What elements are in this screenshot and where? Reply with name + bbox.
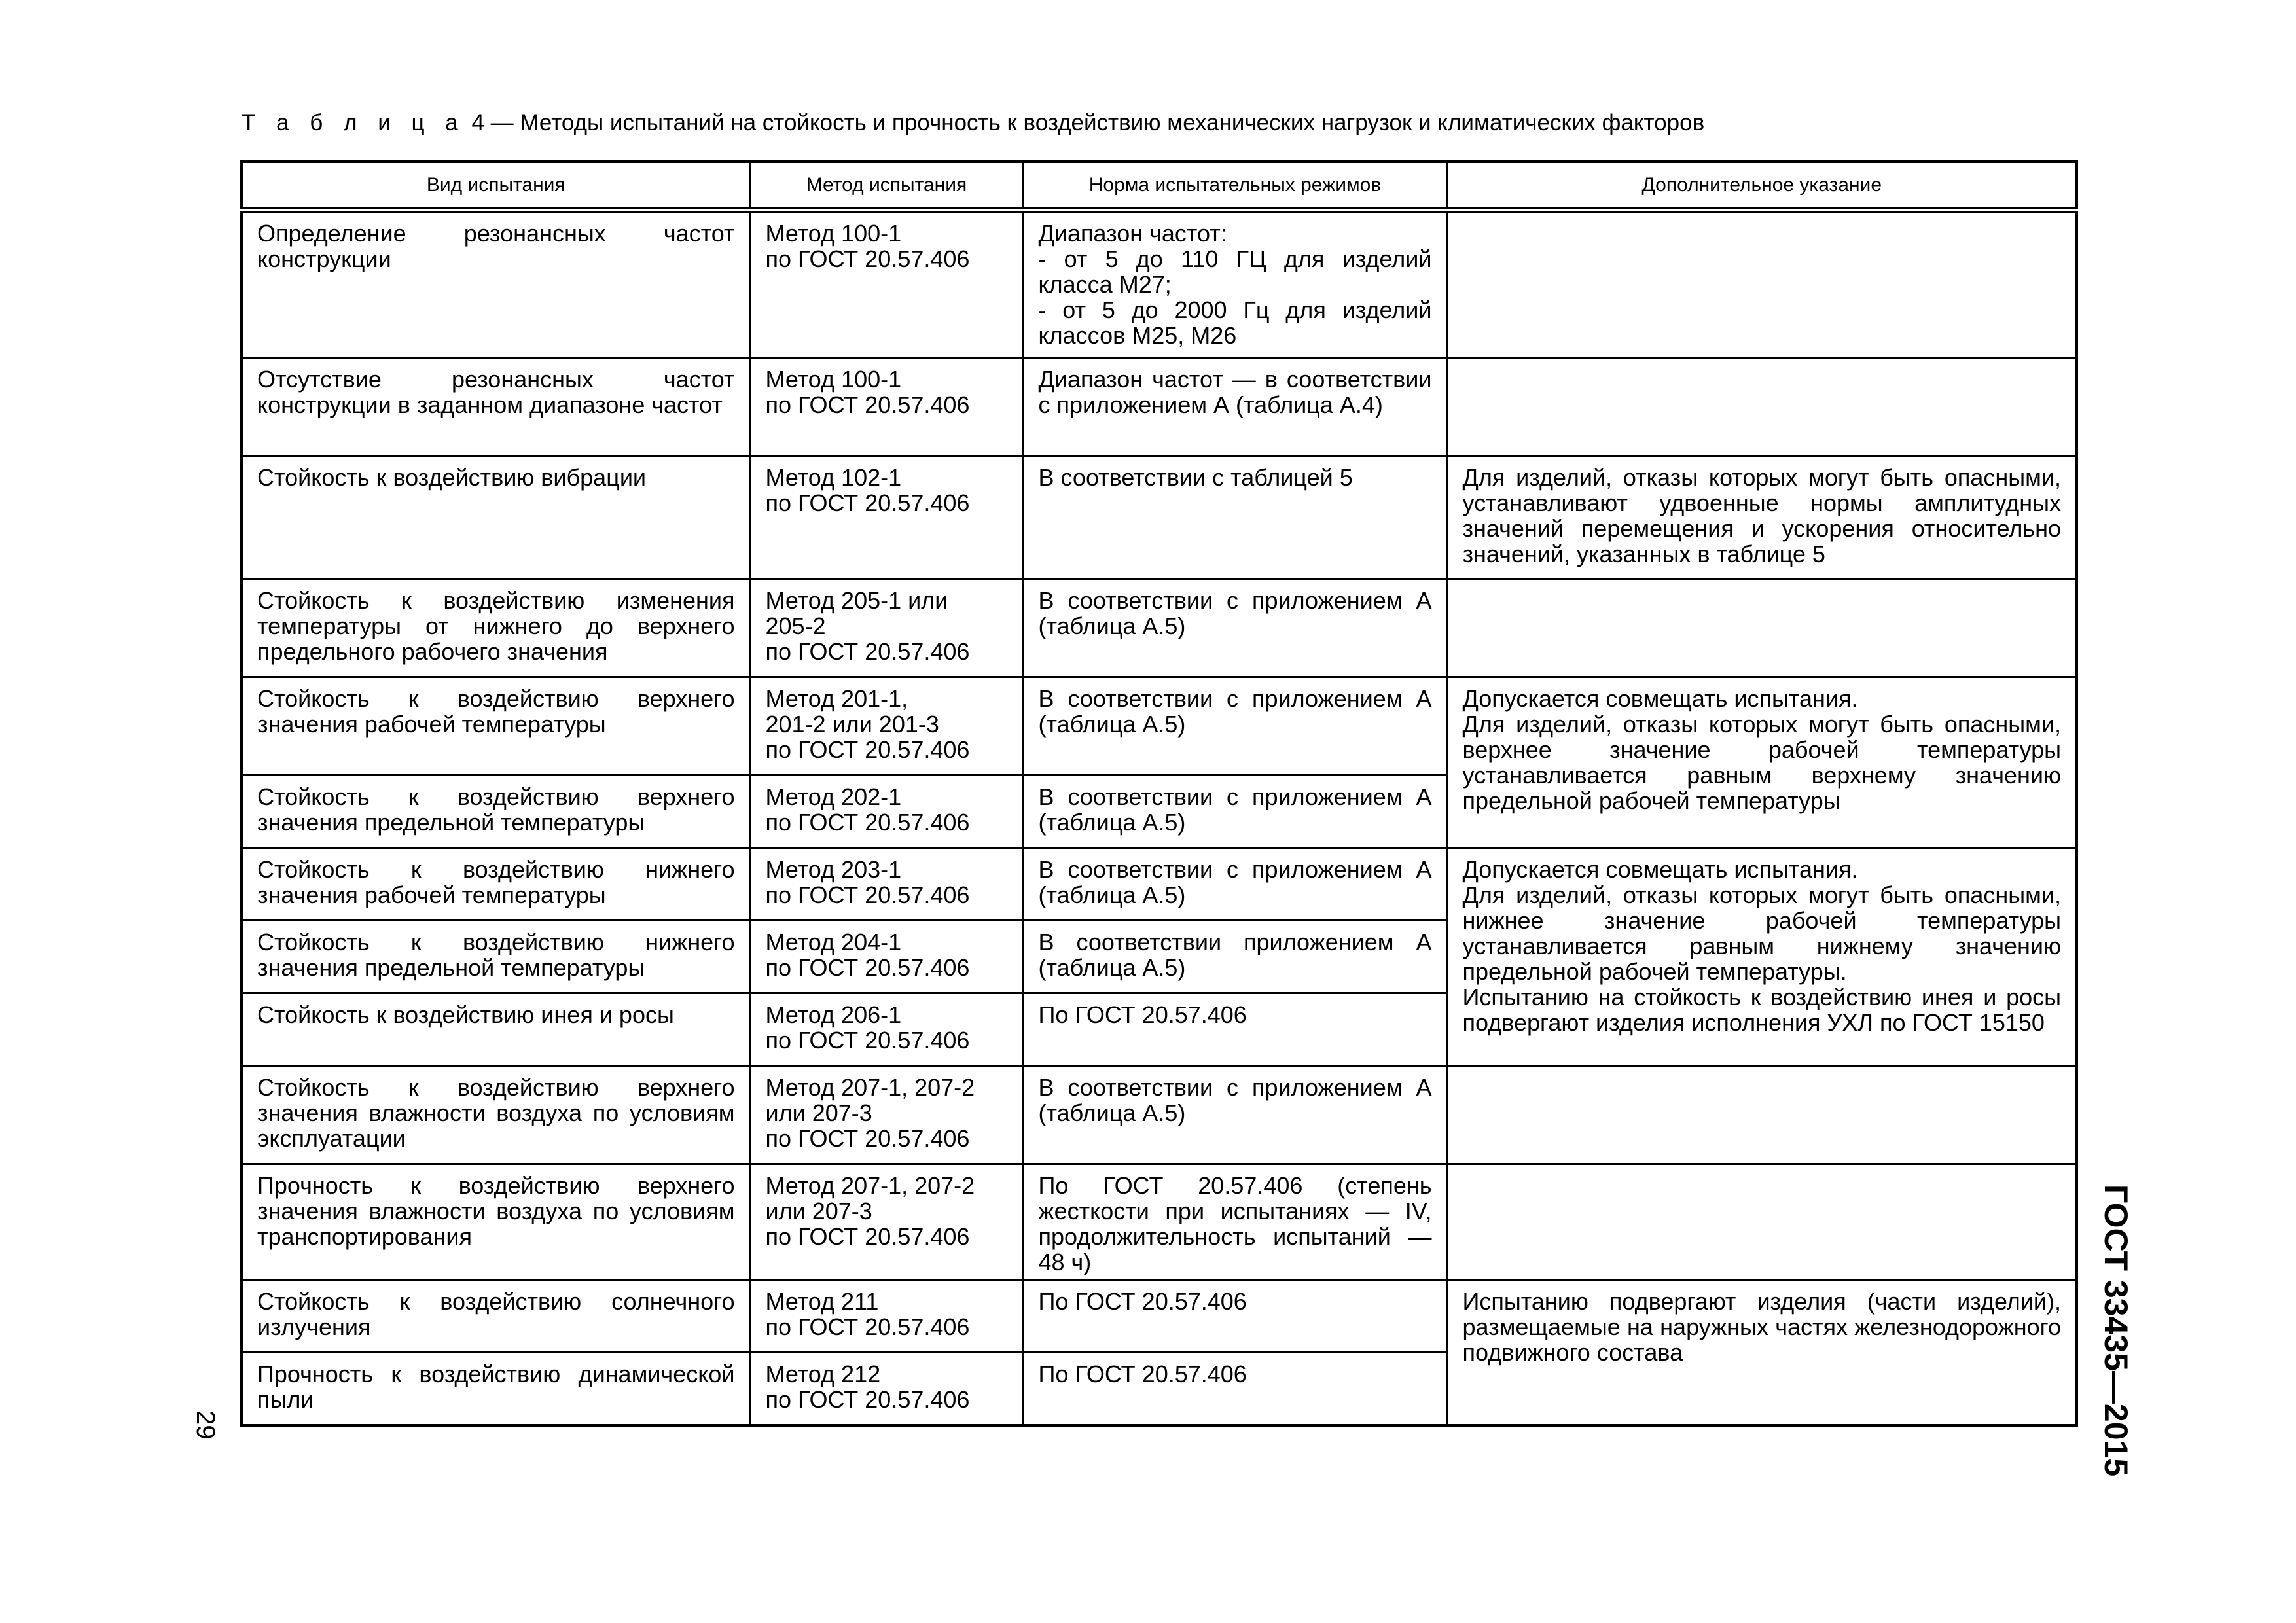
test-norm-cell xyxy=(1023,1353,1447,1425)
additional-note-cell xyxy=(1447,677,2077,848)
test-method-line: Метод 102-1 xyxy=(765,464,902,491)
test-norm-cell xyxy=(1023,993,1447,1066)
table-row xyxy=(242,1066,2077,1164)
test-norm-line: По ГОСТ 20.57.406 xyxy=(1038,1288,1247,1315)
additional-note-cell xyxy=(1447,1066,2077,1164)
test-method-line: по ГОСТ 20.57.406 xyxy=(765,638,970,665)
table-row xyxy=(242,456,2077,579)
additional-note-cell xyxy=(1447,1280,2077,1425)
test-kind-cell: Определение резонансных частот конструкции xyxy=(242,210,750,358)
test-method-cell xyxy=(750,1353,1023,1425)
test-method-line: по ГОСТ 20.57.406 xyxy=(765,736,970,763)
test-norm-line: В соответствии с приложением А (таблица А.5) xyxy=(1038,783,1432,836)
test-method-line: Метод 100-1 xyxy=(765,220,902,247)
table-row xyxy=(242,210,2077,358)
table-row xyxy=(242,1280,2077,1353)
test-method-line: или 207-3 xyxy=(765,1099,872,1126)
test-kind-cell: Стойкость к воздействию верхнего значения влажности воздуха по условиям эксплуатации xyxy=(242,1066,750,1164)
table-row xyxy=(242,358,2077,456)
test-norm-line: В соответствии с приложением А (таблица А.5) xyxy=(1038,685,1432,738)
test-method-line: по ГОСТ 20.57.406 xyxy=(765,809,970,836)
test-norm-line: Диапазон частот — в соответствии с приложением А (таблица А.4) xyxy=(1038,366,1432,418)
test-method-line: Метод 203-1 xyxy=(765,856,902,883)
test-method-line: 201-2 или 201-3 xyxy=(765,711,939,738)
test-norm-line: По ГОСТ 20.57.406 xyxy=(1038,1361,1247,1387)
test-method-cell xyxy=(750,776,1023,848)
table-caption xyxy=(242,109,1704,137)
test-kind-cell: Стойкость к воздействию верхнего значения рабочей температуры xyxy=(242,677,750,776)
test-method-line: по ГОСТ 20.57.406 xyxy=(765,490,970,516)
test-method-line: по ГОСТ 20.57.406 xyxy=(765,391,970,418)
test-method-line: Метод 201-1, xyxy=(765,685,908,712)
additional-note-paragraph: Допускается совмещать испытания. xyxy=(1462,685,1858,712)
test-norm-cell xyxy=(1023,579,1447,677)
test-method-cell xyxy=(750,677,1023,776)
additional-note-cell xyxy=(1447,1164,2077,1280)
test-norm-cell xyxy=(1023,776,1447,848)
additional-note-cell xyxy=(1447,358,2077,456)
table-caption-label: Т а б л и ц а xyxy=(242,110,465,135)
test-norm-cell xyxy=(1023,677,1447,776)
additional-note-paragraph: Для изделий, отказы которых могут быть опасными, нижнее значение рабочей температуры устанавливается равным нижнему значению предельной рабочей температуры. xyxy=(1462,882,2061,985)
test-method-cell xyxy=(750,1066,1023,1164)
test-method-line: Метод 207-1, 207-2 xyxy=(765,1074,975,1101)
test-norm-line: В соответствии с приложением А (таблица А.5) xyxy=(1038,587,1432,639)
test-kind-cell: Прочность к воздействию верхнего значения влажности воздуха по условиям транспортирования xyxy=(242,1164,750,1280)
test-norm-cell xyxy=(1023,1280,1447,1353)
test-method-line: Метод 212 xyxy=(765,1361,881,1387)
test-norm-line: В соответствии приложением А (таблица А.5) xyxy=(1038,929,1432,981)
test-kind-cell: Стойкость к воздействию верхнего значения предельной температуры xyxy=(242,776,750,848)
test-method-line: по ГОСТ 20.57.406 xyxy=(765,1313,970,1340)
test-method-line: или 207-3 xyxy=(765,1198,872,1224)
header-test-kind: Вид испытания xyxy=(242,162,750,210)
test-method-line: Метод 100-1 xyxy=(765,366,902,393)
table-body xyxy=(242,210,2077,1425)
test-norm-cell xyxy=(1023,456,1447,579)
test-kind-cell: Стойкость к воздействию нижнего значения предельной температуры xyxy=(242,921,750,993)
test-norm-line: В соответствии с приложением А (таблица А.5) xyxy=(1038,1074,1432,1126)
test-method-line: 205-2 xyxy=(765,613,826,639)
test-norm-line: - от 5 до 110 ГЦ для изделий класса М27; xyxy=(1038,245,1432,298)
table-caption-text: 4 — Методы испытаний на стойкость и прочность к воздействию механических нагрузок и климатических факторов xyxy=(471,110,1705,135)
test-method-line: Метод 205-1 или xyxy=(765,587,948,614)
test-method-line: Метод 204-1 xyxy=(765,929,902,955)
test-method-cell xyxy=(750,921,1023,993)
additional-note-paragraph: Испытанию подвергают изделия (части изделий), размещаемые на наружных частях железнодорожного подвижного состава xyxy=(1462,1288,2061,1366)
test-norm-cell xyxy=(1023,1164,1447,1280)
test-norm-line: Диапазон частот: xyxy=(1038,220,1227,247)
test-norm-cell xyxy=(1023,1066,1447,1164)
test-norm-cell xyxy=(1023,921,1447,993)
table-row xyxy=(242,579,2077,677)
additional-note-cell xyxy=(1447,579,2077,677)
table-row xyxy=(242,677,2077,776)
test-kind-cell: Стойкость к воздействию инея и росы xyxy=(242,993,750,1066)
test-method-line: по ГОСТ 20.57.406 xyxy=(765,954,970,981)
test-method-line: Метод 211 xyxy=(765,1288,879,1315)
test-kind-cell: Стойкость к воздействию нижнего значения рабочей температуры xyxy=(242,848,750,921)
test-method-line: по ГОСТ 20.57.406 xyxy=(765,1386,970,1413)
header-additional-note: Дополнительное указание xyxy=(1447,162,2077,210)
test-kind-cell: Стойкость к воздействию изменения температуры от нижнего до верхнего предельного рабочего значения xyxy=(242,579,750,677)
additional-note-paragraph: Испытанию на стойкость к воздействию инея и росы подвергают изделия исполнения УХЛ по ГОСТ 15150 xyxy=(1462,984,2061,1036)
table-header-row xyxy=(242,162,2077,210)
header-test-method: Метод испытания xyxy=(750,162,1023,210)
test-method-line: Метод 207-1, 207-2 xyxy=(765,1172,975,1199)
test-method-line: по ГОСТ 20.57.406 xyxy=(765,1223,970,1250)
test-method-line: по ГОСТ 20.57.406 xyxy=(765,245,970,272)
test-kind-cell: Отсутствие резонансных частот конструкции в заданном диапазоне частот xyxy=(242,358,750,456)
test-method-cell xyxy=(750,1280,1023,1353)
test-kind-cell: Стойкость к воздействию вибрации xyxy=(242,456,750,579)
test-method-line: по ГОСТ 20.57.406 xyxy=(765,1125,970,1152)
page-number: 29 xyxy=(191,1410,220,1440)
test-method-cell xyxy=(750,579,1023,677)
test-method-line: Метод 206-1 xyxy=(765,1001,902,1028)
test-methods-table xyxy=(240,160,2078,1427)
test-method-cell xyxy=(750,456,1023,579)
test-method-cell xyxy=(750,1164,1023,1280)
test-method-cell xyxy=(750,210,1023,358)
test-norm-line: В соответствии с приложением А (таблица А.5) xyxy=(1038,856,1432,908)
test-method-line: по ГОСТ 20.57.406 xyxy=(765,882,970,908)
document-standard-id: ГОСТ 33435—2015 xyxy=(2098,1185,2134,1477)
header-test-norm: Норма испытательных режимов xyxy=(1023,162,1447,210)
additional-note-paragraph: Для изделий, отказы которых могут быть опасными, верхнее значение рабочей температуры устанавливается равным верхнему значению предельной рабочей температуры xyxy=(1462,711,2061,814)
test-norm-cell xyxy=(1023,848,1447,921)
additional-note-cell xyxy=(1447,848,2077,1066)
additional-note-cell xyxy=(1447,456,2077,579)
test-norm-cell xyxy=(1023,210,1447,358)
test-norm-line: По ГОСТ 20.57.406 (степень жесткости при испытаниях — IV, продолжительность испытаний — 48 ч) xyxy=(1038,1172,1432,1275)
test-kind-cell: Прочность к воздействию динамической пыли xyxy=(242,1353,750,1425)
additional-note-paragraph: Для изделий, отказы которых могут быть опасными, устанавливают удвоенные нормы амплитудных значений перемещения и ускорения относительно значений, указанных в таблице 5 xyxy=(1462,464,2061,567)
test-method-cell xyxy=(750,993,1023,1066)
test-method-line: Метод 202-1 xyxy=(765,783,902,810)
test-method-cell xyxy=(750,848,1023,921)
table-row xyxy=(242,1164,2077,1280)
test-norm-line: По ГОСТ 20.57.406 xyxy=(1038,1001,1247,1028)
table-row xyxy=(242,848,2077,921)
additional-note-paragraph: Допускается совмещать испытания. xyxy=(1462,856,1858,883)
test-norm-cell xyxy=(1023,358,1447,456)
additional-note-cell xyxy=(1447,210,2077,358)
test-norm-line: - от 5 до 2000 Гц для изделий классов М25, М26 xyxy=(1038,296,1432,349)
test-method-line: по ГОСТ 20.57.406 xyxy=(765,1027,970,1054)
test-norm-line: В соответствии с таблицей 5 xyxy=(1038,464,1353,491)
test-kind-cell: Стойкость к воздействию солнечного излучения xyxy=(242,1280,750,1353)
test-method-cell xyxy=(750,358,1023,456)
